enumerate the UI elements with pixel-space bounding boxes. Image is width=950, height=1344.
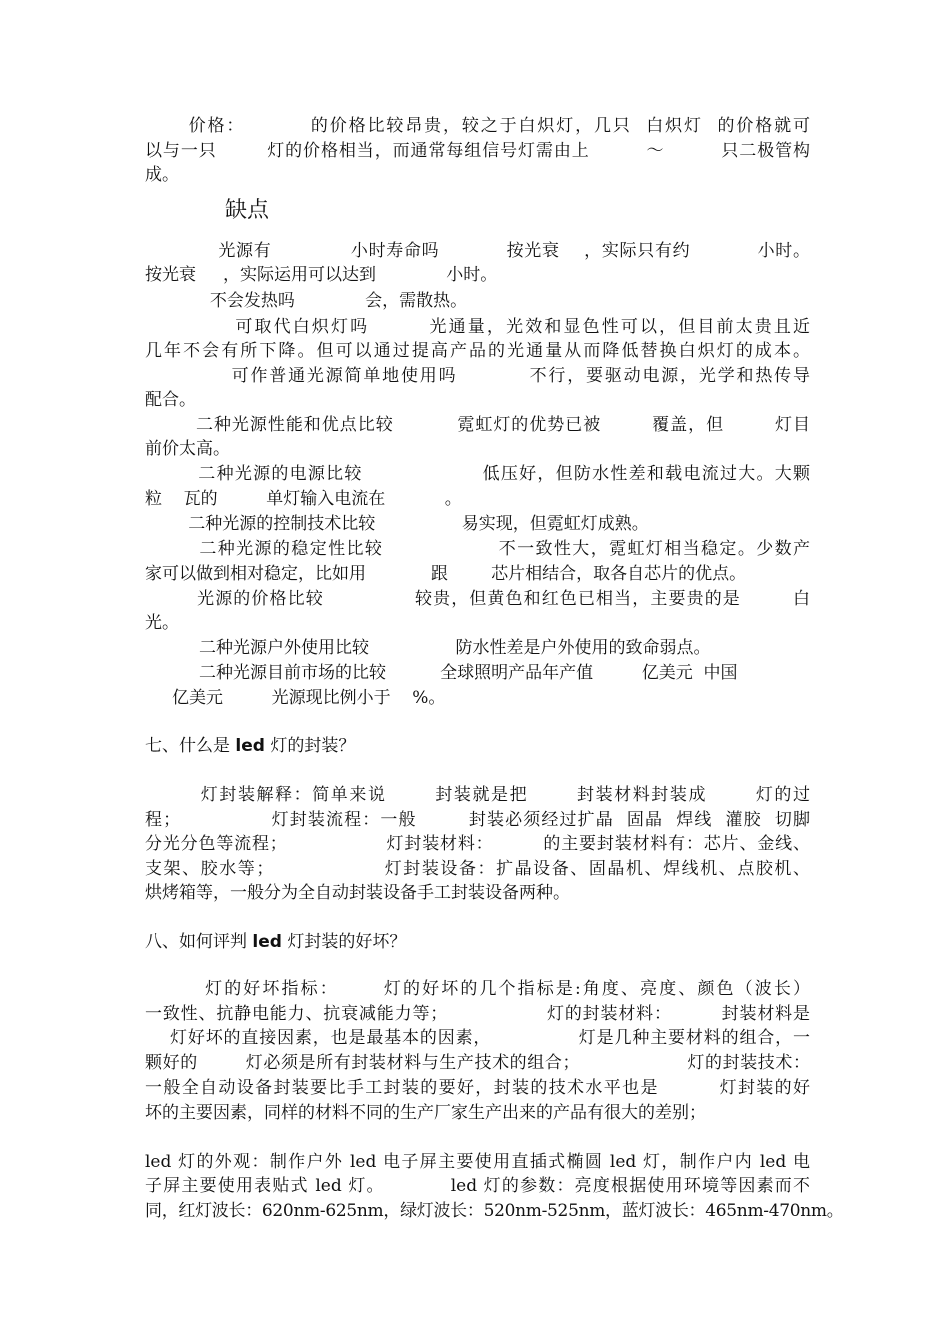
disadvantage-line: 二种光源性能和优点比较 霓虹灯的优势已被 覆盖，但 灯目 bbox=[145, 415, 810, 435]
disadvantage-line: 可作普通光源简单地使用吗 不行，要驱动电源，光学和热传导 bbox=[145, 366, 810, 386]
price-line-3: 成。 bbox=[145, 165, 179, 185]
section-7-title-suffix: 灯的封装？ bbox=[264, 736, 356, 756]
section-7-title-prefix: 七、什么是 bbox=[145, 736, 236, 756]
section-8-title-suffix: 灯封装的好坏？ bbox=[281, 932, 407, 952]
disadvantage-line: 二种光源的稳定性比较 不一致性大，霓虹灯相当稳定。少数产 bbox=[145, 539, 810, 559]
section-7-title bbox=[145, 734, 355, 758]
section-7-title-bold: led bbox=[235, 736, 265, 756]
disadvantage-line: 按光衰 ，实际运用可以达到 小时。 bbox=[145, 265, 498, 285]
disadvantages-heading: 缺点 bbox=[225, 198, 270, 223]
section-7-line: 烘烤箱等，一般分为全自动封装设备手工封装设备两种。 bbox=[145, 883, 570, 903]
section-8-line: 灯的好坏指标： 灯的好坏的几个指标是:角度、亮度、颜色（波长） bbox=[145, 979, 810, 999]
disadvantage-line: 光源的价格比较 较贵，但黄色和红色已相当，主要贵的是 白 bbox=[145, 589, 810, 609]
appearance-line: led 灯的外观：制作户外 led 电子屏主要使用直插式椭圆 led 灯，制作户内 led 电 bbox=[145, 1152, 810, 1172]
section-8-title bbox=[145, 930, 406, 954]
disadvantage-line: 粒 瓦的 单灯输入电流在 。 bbox=[145, 489, 462, 509]
price-line-2: 以与一只 灯的价格相当，而通常每组信号灯需由上 ～ 只二极管构 bbox=[145, 141, 810, 161]
section-7-line: 程； 灯封装流程：一般 封装必须经过扩晶 固晶 焊线 灌胶 切脚 bbox=[145, 810, 810, 830]
section-8-title-bold: led bbox=[252, 932, 282, 952]
disadvantage-line: 几年不会有所下降。但可以通过提高产品的光通量从而降低替换白炽灯的成本。 bbox=[145, 341, 810, 361]
disadvantage-line: 二种光源目前市场的比较 全球照明产品年产值 亿美元 中国 bbox=[145, 663, 738, 683]
disadvantage-line: 家可以做到相对稳定，比如用 跟 芯片相结合，取各自芯片的优点。 bbox=[145, 564, 747, 584]
section-8-line: 灯好坏的直接因素，也是最基本的因素， 灯是几种主要材料的组合，一 bbox=[145, 1028, 810, 1048]
section-8-line: 一般全自动设备封装要比手工封装的要好，封装的技术水平也是 灯封装的好 bbox=[145, 1078, 810, 1098]
section-8-title-prefix: 八、如何评判 bbox=[145, 932, 253, 952]
price-line-1: 价格： 的价格比较昂贵，较之于白炽灯，几只 白炽灯 的价格就可 bbox=[145, 116, 810, 136]
disadvantage-line: 二种光源户外使用比较 防水性差是户外使用的致命弱点。 bbox=[145, 638, 711, 658]
section-8-line: 一致性、抗静电能力、抗衰减能力等； 灯的封装材料： 封装材料是 bbox=[145, 1004, 810, 1024]
appearance-line: 子屏主要使用表贴式 led 灯。 led 灯的参数：亮度根据使用环境等因素而不 bbox=[145, 1176, 810, 1196]
disadvantage-line: 配合。 bbox=[145, 390, 196, 410]
disadvantage-line: 光。 bbox=[145, 613, 179, 633]
section-7-line: 支架、胶水等； 灯封装设备：扩晶设备、固晶机、焊线机、点胶机、 bbox=[145, 859, 810, 879]
section-7-line: 分光分色等流程； 灯封装材料： 的主要封装材料有：芯片、金线、 bbox=[145, 834, 810, 854]
disadvantage-line: 前价太高。 bbox=[145, 439, 230, 459]
disadvantage-line: 亿美元 光源现比例小于 %。 bbox=[145, 688, 446, 708]
section-8-line: 颗好的 灯必须是所有封装材料与生产技术的组合； 灯的封装技术： bbox=[145, 1053, 810, 1073]
disadvantage-line: 二种光源的电源比较 低压好，但防水性差和载电流过大。大颗 bbox=[145, 464, 810, 484]
disadvantage-line: 光源有 小时寿命吗 按光衰 ，实际只有约 小时。 bbox=[145, 241, 810, 261]
appearance-line: 同，红灯波长：620nm-625nm，绿灯波长：520nm-525nm，蓝灯波长：465nm-470nm。 bbox=[145, 1201, 844, 1221]
section-7-line: 灯封装解释：简单来说 封装就是把 封装材料封装成 灯的过 bbox=[145, 785, 810, 805]
disadvantage-line: 二种光源的控制技术比较 易实现，但霓虹灯成熟。 bbox=[145, 514, 649, 534]
section-8-line: 坏的主要因素，同样的材料不同的生产厂家生产出来的产品有很大的差别； bbox=[145, 1103, 706, 1123]
disadvantage-line: 不会发热吗 会，需散热。 bbox=[145, 291, 468, 311]
disadvantage-line: 可取代白炽灯吗 光通量，光效和显色性可以，但目前太贵且近 bbox=[145, 317, 810, 337]
